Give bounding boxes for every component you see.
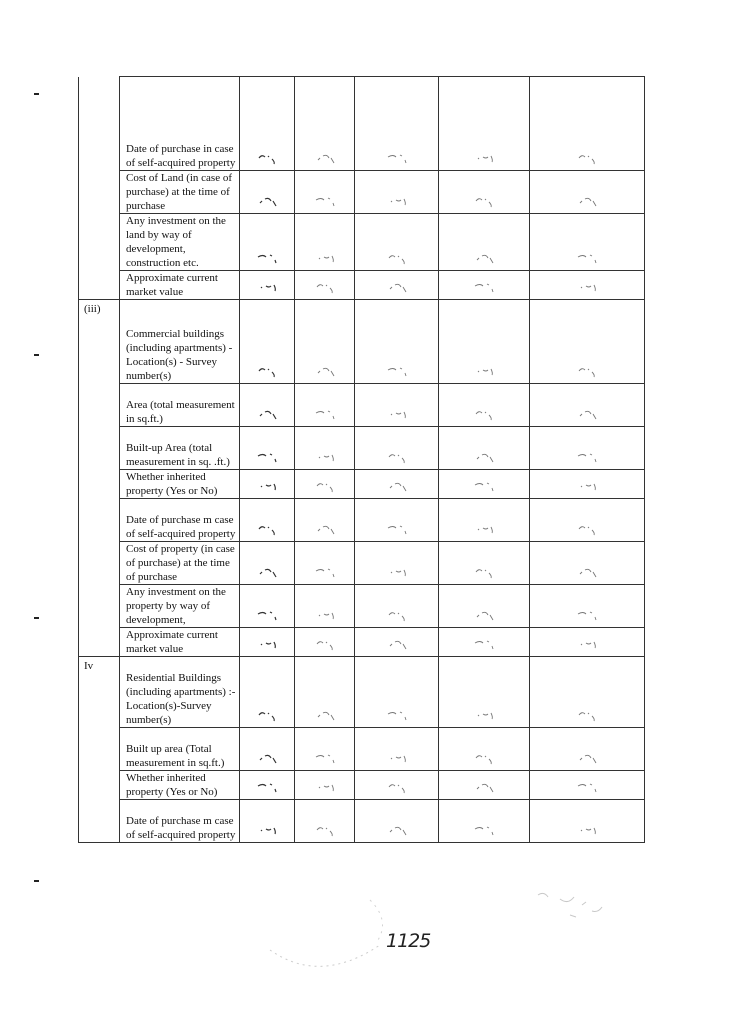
faint-mark-icon [315,365,337,379]
row-number-cell [79,384,120,427]
table-body [79,77,645,843]
faint-mark-icon [577,609,599,623]
punch-mark [34,880,39,882]
faint-mark-icon [387,281,409,295]
entry-cell [240,427,295,470]
punch-mark [34,617,39,619]
faint-mark-icon [577,152,599,166]
entry-cell [295,470,355,499]
faint-mark-icon [577,365,599,379]
faint-mark-icon [387,451,409,465]
entry-cell [355,542,439,585]
faint-mark-icon [387,252,409,266]
table-row [79,628,645,657]
entry-cell [240,628,295,657]
entry-cell [530,585,645,628]
punch-mark [34,93,39,95]
entry-cell [355,214,439,271]
faint-mark-icon [315,638,337,652]
entry-cell [439,585,530,628]
entry-cell [439,77,530,171]
row-description: Any investment on the property by way of development, [120,585,240,628]
row-description: Cost of Land (in case of purchase) at the time of purchase [120,171,240,214]
entry-cell [530,77,645,171]
faint-mark-icon [315,824,337,838]
entry-cell [530,628,645,657]
row-number-cell [79,800,120,843]
row-number-cell [79,499,120,542]
faint-mark-icon [315,523,337,537]
entry-cell [439,800,530,843]
faint-mark-icon [257,781,279,795]
entry-cell [439,728,530,771]
faint-mark-icon [474,480,496,494]
entry-cell [355,628,439,657]
faint-mark-icon [474,252,496,266]
row-number-cell [79,171,120,214]
faint-mark-icon [387,781,409,795]
row-description: Commercial buildings (including apartments) - Location(s) - Survey number(s) [120,300,240,384]
entry-cell [295,214,355,271]
faint-mark-icon [315,609,337,623]
entry-cell [295,771,355,800]
faint-mark-icon [387,752,409,766]
table-row [79,300,645,384]
entry-cell [439,214,530,271]
entry-cell [295,728,355,771]
table-row [79,542,645,585]
entry-cell [355,728,439,771]
entry-cell [240,214,295,271]
row-description: Residential Buildings (including apartments) :- Location(s)-Survey number(s) [120,657,240,728]
faint-mark-icon [315,480,337,494]
faint-mark-icon [577,752,599,766]
entry-cell [355,470,439,499]
entry-cell [240,657,295,728]
faint-mark-icon [387,195,409,209]
entry-cell [530,542,645,585]
faint-mark-icon [315,566,337,580]
row-number-cell [79,542,120,585]
entry-cell [240,728,295,771]
row-number-cell [79,77,120,171]
row-number-cell [79,628,120,657]
entry-cell [240,271,295,300]
entry-cell [295,800,355,843]
row-number-cell [79,214,120,271]
entry-cell [439,542,530,585]
faint-mark-icon [387,523,409,537]
entry-cell [295,384,355,427]
table-row [79,427,645,470]
entry-cell [530,300,645,384]
table-row [79,214,645,271]
row-number-cell [79,585,120,628]
faint-mark-icon [387,638,409,652]
faint-mark-icon [577,451,599,465]
row-description: Date of purchase m case of self-acquired property [120,800,240,843]
faint-mark-icon [387,365,409,379]
faint-mark-icon [577,252,599,266]
entry-cell [355,771,439,800]
faint-mark-icon [577,638,599,652]
faint-mark-icon [577,781,599,795]
faint-mark-icon [474,408,496,422]
faint-mark-icon [315,408,337,422]
entry-cell [530,728,645,771]
faint-mark-icon [474,281,496,295]
entry-cell [295,271,355,300]
faint-mark-icon [257,752,279,766]
row-number-cell: Iv [79,657,120,728]
entry-cell [355,499,439,542]
entry-cell [240,771,295,800]
faint-mark-icon [474,566,496,580]
entry-cell [530,271,645,300]
entry-cell [439,628,530,657]
entry-cell [240,585,295,628]
faint-mark-icon [474,195,496,209]
faint-mark-icon [257,281,279,295]
entry-cell [439,771,530,800]
entry-cell [295,77,355,171]
faint-mark-icon [315,752,337,766]
table-row [79,585,645,628]
entry-cell [240,470,295,499]
table-row [79,384,645,427]
table-row [79,171,645,214]
faint-mark-icon [387,408,409,422]
table-row [79,271,645,300]
entry-cell [240,77,295,171]
faint-mark-icon [257,451,279,465]
entry-cell [439,499,530,542]
faint-mark-icon [577,824,599,838]
faint-mark-icon [577,523,599,537]
faint-mark-icon [387,566,409,580]
faint-mark-icon [257,566,279,580]
entry-cell [530,427,645,470]
faint-mark-icon [315,451,337,465]
faint-mark-icon [577,408,599,422]
row-number-cell: (iii) [79,300,120,384]
faint-mark-icon [474,752,496,766]
faint-mark-icon [257,408,279,422]
faint-mark-icon [577,709,599,723]
faint-mark-icon [315,281,337,295]
entry-cell [240,171,295,214]
row-number-cell [79,271,120,300]
table-row [79,499,645,542]
entry-cell [439,300,530,384]
row-description: Approximate current market value [120,271,240,300]
entry-cell [355,800,439,843]
entry-cell [240,300,295,384]
entry-cell [439,470,530,499]
entry-cell [295,300,355,384]
faint-mark-icon [387,709,409,723]
row-description: Date of purchase in case of self-acquired property [120,77,240,171]
row-description: Built-up Area (total measurement in sq. .ft.) [120,427,240,470]
faint-mark-icon [315,152,337,166]
row-description: Any investment on the land by way of development, construction etc. [120,214,240,271]
row-description: Area (total measurement in sq.ft.) [120,384,240,427]
faint-mark-icon [474,523,496,537]
handwritten-page-number: 1125 [386,930,431,952]
entry-cell [355,585,439,628]
entry-cell [355,171,439,214]
faint-mark-icon [577,281,599,295]
entry-cell [355,384,439,427]
faint-mark-icon [474,824,496,838]
faint-mark-icon [577,195,599,209]
entry-cell [530,171,645,214]
entry-cell [355,657,439,728]
entry-cell [295,427,355,470]
entry-cell [355,77,439,171]
faint-mark-icon [474,451,496,465]
punch-mark [34,354,39,356]
property-declaration-table [78,76,645,843]
table-row [79,728,645,771]
row-number-cell [79,728,120,771]
table-row [79,470,645,499]
row-description: Date of purchase m case of self-acquired property [120,499,240,542]
entry-cell [295,171,355,214]
row-description: Approximate current market value [120,628,240,657]
entry-cell [530,800,645,843]
entry-cell [530,384,645,427]
row-description: Whether inherited property (Yes or No) [120,771,240,800]
entry-cell [439,271,530,300]
row-description: Built up area (Total measurement in sq.ft.) [120,728,240,771]
faint-mark-icon [315,252,337,266]
table-row [79,800,645,843]
faint-mark-icon [577,566,599,580]
entry-cell [240,542,295,585]
entry-cell [530,771,645,800]
faint-mark-icon [474,609,496,623]
entry-cell [355,271,439,300]
entry-cell [439,427,530,470]
entry-cell [530,470,645,499]
faint-mark-icon [257,638,279,652]
table-row [79,77,645,171]
faint-mark-icon [577,480,599,494]
faint-mark-icon [474,152,496,166]
faded-initials-icon [530,885,620,925]
faint-mark-icon [387,609,409,623]
faint-mark-icon [474,781,496,795]
entry-cell [530,499,645,542]
entry-cell [295,628,355,657]
faint-mark-icon [257,824,279,838]
entry-cell [439,657,530,728]
entry-cell [240,800,295,843]
faint-mark-icon [257,252,279,266]
entry-cell [355,300,439,384]
faint-mark-icon [387,152,409,166]
row-description: Whether inherited property (Yes or No) [120,470,240,499]
entry-cell [355,427,439,470]
faint-mark-icon [257,480,279,494]
entry-cell [530,214,645,271]
entry-cell [530,657,645,728]
faint-mark-icon [387,480,409,494]
row-number-cell [79,470,120,499]
entry-cell [439,171,530,214]
faint-mark-icon [387,824,409,838]
faint-mark-icon [257,195,279,209]
row-number-cell [79,771,120,800]
faint-mark-icon [257,709,279,723]
faint-mark-icon [315,195,337,209]
entry-cell [240,499,295,542]
entry-cell [295,585,355,628]
entry-cell [295,657,355,728]
entry-cell [295,542,355,585]
faint-mark-icon [474,638,496,652]
faint-mark-icon [257,523,279,537]
faint-mark-icon [315,709,337,723]
entry-cell [439,384,530,427]
faint-mark-icon [257,152,279,166]
faint-mark-icon [257,365,279,379]
row-description: Cost of property (in case of purchase) at the time of purchase [120,542,240,585]
row-number-cell [79,427,120,470]
table-row [79,657,645,728]
faint-mark-icon [474,709,496,723]
faint-mark-icon [257,609,279,623]
table-row [79,771,645,800]
faint-mark-icon [315,781,337,795]
entry-cell [240,384,295,427]
faint-mark-icon [474,365,496,379]
faded-stamp-icon [260,890,400,980]
entry-cell [295,499,355,542]
